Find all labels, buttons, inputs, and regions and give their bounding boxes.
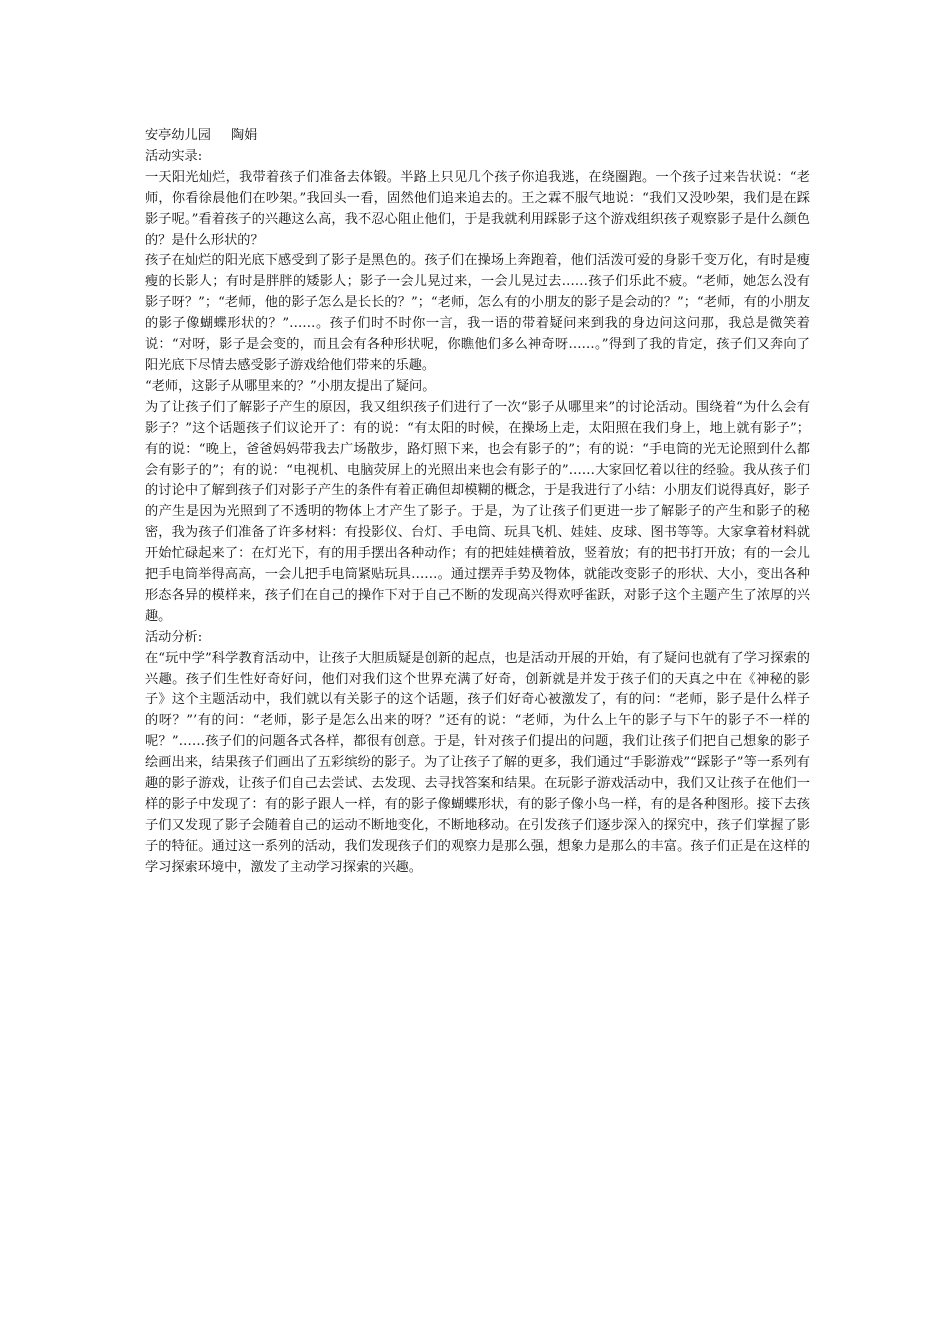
section-title-activity-record: 活动实录: [145,148,203,164]
document-page [145,126,810,879]
author-name: 陶娟 [230,128,258,143]
paragraph: 一天阳光灿烂，我带着孩子们准备去体锻。半路上只见几个孩子你追我逃，在绕圈跑。一个孩子过来告状说：“老师，你看徐晨他们在吵架。”我回头一看，固然他们追来追去的。王之霖不服气地说：“我们又没吵架，我们是在踩影子呢。”看着孩子的兴趣这么高，我不忍心阻止他们，于是我就利用踩影子这个游戏组织孩子观察影子是什么颜色的？是什么形状的？ [145,169,810,248]
paragraph: “老师，这影子从哪里来的？”小朋友提出了疑问。 [145,378,436,394]
paragraph: 在“玩中学”科学教育活动中，让孩子大胆质疑是创新的起点，也是活动开展的开始，有了疑问也就有了学习探索的兴趣。孩子们生性好奇好问，他们对我们这个世界充满了好奇，创新就是并发于孩子们的天真之中在《神秘的影子》这个主题活动中，我们就以有关影子的这个话题，孩子们好奇心被激发了，有的问：“老师，影子是什么样子的呀？”’有的问：“老师，影子是怎么出来的呀？”还有的说：“老师，为什么上午的影子与下午的影子不一样的呢？”……孩子们的问题各式各样，都很有创意。于是，针对孩子们提出的问题，我们让孩子们把自己想象的影子绘画出来，结果孩子们画出了五彩缤纷的影子。为了让孩子了解的更多，我们通过“手影游戏”“踩影子”等一系列有趣的影子游戏，让孩子们自己去尝试、去发现、去寻找答案和结果。在玩影子游戏活动中，我们又让孩子在他们一样的影子中发现了：有的影子跟人一样，有的影子像蝴蝶形状，有的影子像小鸟一样，有的是各种图形。接下去孩子们又发现了影子会随着自己的运动不断地变化，不断地移动。在引发孩子们逐步深入的探究中，孩子们掌握了影子的特征。通过这一系列的活动，我们发现孩子们的观察力是那么强，想象力是那么的丰富。孩子们正是在这样的学习探索环境中，激发了主动学习探索的兴趣。 [145,650,810,875]
section-title-activity-analysis: 活动分析: [145,629,203,645]
school-name: 安亭幼儿园 [145,128,211,143]
paragraph: 孩子在灿烂的阳光底下感受到了影子是黑色的。孩子们在操场上奔跑着，他们活泼可爱的身影千变万化，有时是瘦瘦的长影人；有时是胖胖的矮影人；影子一会儿晃过来，一会儿晃过去……孩子们乐此不疲。“老师，她怎么没有影子呀？”；“老师，他的影子怎么是长长的？”；“老师，怎么有的小朋友的影子是会动的？”；“老师，有的小朋友的影子像蝴蝶形状的？”……。孩子们时不时你一言，我一语的带着疑问来到我的身边问这问那，我总是微笑着说：“对呀，影子是会变的，而且会有各种形状呢，你瞧他们多么神奇呀……。”得到了我的肯定，孩子们又奔向了阳光底下尽情去感受影子游戏给他们带来的乐趣。 [145,253,810,373]
document-header [145,126,810,147]
paragraph: 为了让孩子们了解影子产生的原因，我又组织孩子们进行了一次“影子从哪里来”的讨论活动。围绕着“为什么会有影子？”这个话题孩子们议论开了：有的说：“有太阳的时候，在操场上走，太阳照在我们身上，地上就有影子”；有的说：“晚上，爸爸妈妈带我去广场散步，路灯照下来，也会有影子的”；有的说：“手电筒的光无论照到什么都会有影子的”；有的说：“电视机、电脑荧屏上的光照出来也会有影子的”……大家回忆着以往的经验。我从孩子们的讨论中了解到孩子们对影子产生的条件有着正确但却模糊的概念，于是我进行了小结：小朋友们说得真好，影子的产生是因为光照到了不透明的物体上才产生了影子。于是，为了让孩子们更进一步了解影子的产生和影子的秘密，我为孩子们准备了许多材料：有投影仪、台灯、手电筒、玩具飞机、娃娃、皮球、图书等等。大家拿着材料就开始忙碌起来了：在灯光下，有的用手摆出各种动作；有的把娃娃横着放，竖着放；有的把书打开放；有的一会儿把手电筒举得高高，一会儿把手电筒紧贴玩具……。通过摆弄手势及物体，就能改变影子的形状、大小，变出各种形态各异的模样来，孩子们在自己的操作下对于自己不断的发现高兴得欢呼雀跃，对影子这个主题产生了浓厚的兴趣。 [145,399,810,624]
